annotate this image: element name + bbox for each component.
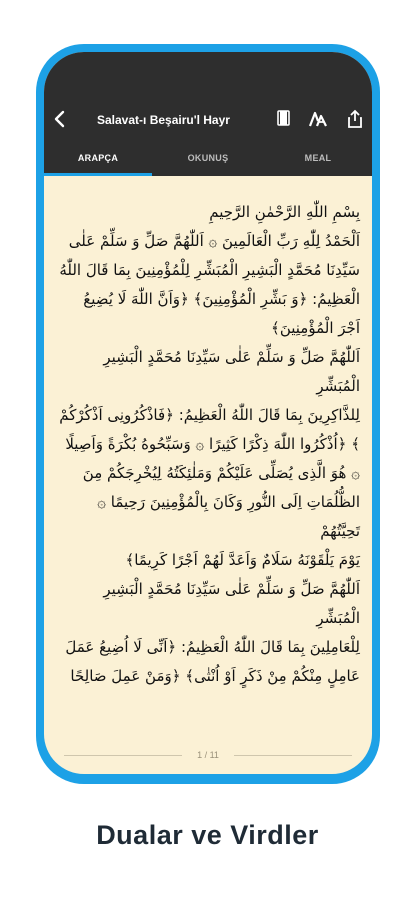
tab-bar: [44, 146, 372, 176]
bookmark-icon[interactable]: [274, 109, 292, 129]
app-screen: [44, 52, 372, 774]
app-header: [44, 52, 372, 176]
page-title: Salavat-ı Beşairu'l Hayr: [97, 113, 230, 127]
back-arrow-icon[interactable]: [52, 110, 68, 128]
tab-meal[interactable]: MEAL: [304, 153, 332, 163]
arabic-text: [56, 198, 360, 691]
divider: [234, 755, 352, 756]
divider: [64, 755, 182, 756]
text-line: اَللّٰهُمَّ صَلِّ وَ سَلِّمْ عَلٰى سَيِّدِنَا مُحَمَّدٍ الْبَشِيرِ الْمُبَشِّرِ: [103, 580, 360, 627]
text-line: ۞ هُوَ الَّذِى يُصَلِّى عَلَيْكُمْ وَمَلٰئِكَتُهُ لِيُخْرِجَكُمْ مِنَ: [82, 464, 360, 482]
arabic-text-page: [44, 176, 372, 736]
promo-caption: Dualar ve Virdler: [96, 820, 319, 850]
text-line: يَوْمَ يَلْقَوْنَهُ سَلَامٌ وَاَعَدَّ لَهُمْ اَجْرًا كَرِيمًا﴾: [125, 551, 360, 569]
page-number: 1 / 11: [197, 750, 219, 760]
font-size-icon[interactable]: [308, 109, 326, 129]
text-line: سَيِّدِنَا مُحَمَّدٍ الْبَشِيرِ الْمُبَشِّرِ لِلْمُؤْمِنِينَ بِمَا قَالَ اللّٰهُ: [59, 261, 360, 279]
text-line: اَللّٰهُمَّ صَلِّ وَ سَلِّمْ عَلٰى سَيِّدِنَا مُحَمَّدٍ الْبَشِيرِ الْمُبَشِّرِ: [103, 348, 360, 395]
tab-arapca[interactable]: ARAPÇA: [77, 153, 119, 163]
share-icon[interactable]: [346, 109, 364, 129]
text-line: لِلذَّاكِرِينَ بِمَا قَالَ اللّٰهُ الْعَظِيمُ: ﴿فَاذْكُرُونِى اَذْكُرْكُمْ: [59, 406, 360, 424]
text-line: عَامِلٍ مِنْكُمْ مِنْ ذَكَرٍ اَوْ اُنْثٰى﴾ ﴿وَمَنْ عَمِلَ صَالِحًا: [70, 667, 360, 685]
text-line: اَجْرَ الْمُؤْمِنِينَ﴾: [271, 319, 360, 337]
text-line: الْعَظِيمُ: ﴿وَ بَشِّرِ الْمُؤْمِنِينَ﴾ ﴿وَاَنَّ اللّٰهَ لَا يُضِيعُ: [83, 290, 360, 308]
text-line: ﴾ ﴿اُذْكُرُوا اللّٰهَ ذِكْرًا كَثِيرًا ۞ وَسَبِّحُوهُ بُكْرَةً وَاَصِيلًا: [65, 435, 360, 453]
text-line: لِلْعَامِلِينَ بِمَا قَالَ اللّٰهُ الْعَظِيمُ: ﴿اَنِّى لَا اُضِيعُ عَمَلَ: [65, 638, 360, 656]
page-indicator: [44, 748, 372, 762]
tab-okunus[interactable]: OKUNUŞ: [187, 153, 229, 163]
text-line: اَلْحَمْدُ لِلّٰهِ رَبِّ الْعَالَمِينَ ۞ اَللّٰهُمَّ صَلِّ وَ سَلِّمْ عَلٰى: [68, 232, 360, 250]
text-line: بِسْمِ اللّٰهِ الرَّحْمٰنِ الرَّحِيمِ: [209, 203, 360, 221]
text-line: الظُّلُمَاتِ اِلَى النُّورِ وَكَانَ بِالْمُؤْمِنِينَ رَحِيمًا ۞ تَحِيَّتُهُمْ: [97, 493, 360, 540]
